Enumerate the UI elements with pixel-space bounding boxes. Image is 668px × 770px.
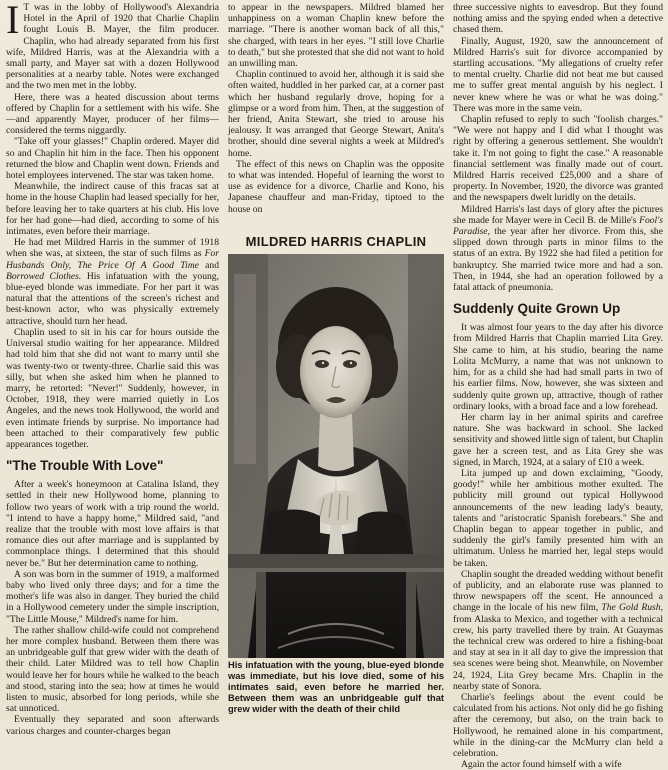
- paragraph: Meanwhile, the indirect cause of this fracas sat at home in the house Chaplin had leased specially for her, before leaving her to take quarters at his club. His love for her had gone—had died, according to some of his intimates, even before their marriage.: [6, 181, 219, 238]
- subheading-suddenly-grown-up: Suddenly Quite Grown Up: [453, 301, 621, 317]
- paragraph: He had met Mildred Harris in the summer of 1918 when she was, at sixteen, the star of such films as For Husbands Only, The Price Of A Good Time and Borrowed Clothes. His infatuation with the young, blue-eyed blonde was immediate. For her part it was natural that the attentions of the screen's richest and best-known actor, who was physically extremely attractive, should turn her head.: [6, 237, 219, 327]
- article-column-2: [228, 2, 444, 226]
- paragraph: After a week's honeymoon at Catalina Island, they settled in their new Hollywood home, planning to follow two years of work with a trip round the world. "I intend to have a happy home," Mildred said, "and realize that the trouble with most love affairs is that romance dies out after marriage and is supplanted by commonplace things. I determined that this should never be." But her determination came to nothing.: [6, 479, 219, 569]
- portrait-image: [228, 254, 444, 658]
- paragraph: Eventually they separated and soon afterwards various charges and counter-charges began: [6, 714, 219, 737]
- paragraph: The effect of this news on Chaplin was the opposite to what was intended. Hopeful of learning the worst to use as evidence for a divorce, Charlie and Kono, his Japanese chauffeur and man-Friday, tiptoed to the house on: [228, 158, 444, 215]
- paragraph: Chaplin used to sit in his car for hours outside the Universal studio waiting for her appearance. Mildred had told him that she did not want to marry until she was twenty-two or twenty-three. Charlie said this was silly, but when she asked him when he planned to marry, he retorted: "Never!" Suddenly, however, in October, 1918, they were married quietly in Los Angeles, and the news took Hollywood, the world and even intimate friends by surprise. No importance had been attached to their comparatively few public appearances together.: [6, 326, 219, 450]
- paragraph: A son was born in the summer of 1919, a malformed baby who lived only three days; and for a time the mother's life was also in danger. They buried the child in a Hollywood cemetery under the simple inscription, "The Little Mouse," Mildred's name for him.: [6, 568, 219, 625]
- article-column-1: [6, 0, 219, 737]
- subheading-trouble-with-love: "The Trouble With Love": [6, 458, 164, 474]
- paragraph: Mildred Harris's last days of glory after the pictures she made for Mayer were in Cecil B. de Mille's Fool's Paradise, the year after her divorce. From this, she slipped down through parts in minor films to the status of an extra. By 1922 she had filed a petition for bankruptcy. She married twice more and had a son. Then, in 1944, she had an operation followed by a fatal attack of pneumonia.: [453, 203, 663, 294]
- portrait-photo: [228, 254, 444, 658]
- paragraph: Her charm lay in her animal spirits and carefree nature. She was backward in school. She lacked sensitivity and showed little sign of talent, but Chaplin gave her a screen test, and as Lita Grey she was signed, in March, 1924, at a salary of £10 a week.: [453, 411, 663, 468]
- photo-caption: His infatuation with the young, blue-eyed blonde was immediate, but his love died, some of his intimates said, even before he married her. Between them was an unbridgeable gulf that grew wider with the death of their child: [228, 660, 444, 714]
- paragraph: three successive nights to eavesdrop. But they found nothing amiss and the spying ended when a detective chased them.: [453, 2, 663, 36]
- paragraph: The rather shallow child-wife could not comprehend her more complex husband. Between them there was an unbridgeable gulf that grew wider with the death of their child. Later Mildred was to tell how Chaplin would leave her for hours while he walked to the beach and stood, staring into the sea; how at times he would listen to music, absorbed for long periods, while she sat unnoticed.: [6, 624, 219, 715]
- paragraph: Lita jumped up and down exclaiming, "Goody, goody!" while her ambitious mother exulted. The publicity mill ground out typical Hollywood announcements of the new leading lady's beauty, talents and "aristocratic Spanish forebears." She and Chaplin began to appear together in public, and suddenly the girl's family presented him with an ultimatum. Unless he married her, legal steps would be taken.: [453, 467, 663, 569]
- paragraph: Finally, August, 1920, saw the announcement of Mildred Harris's suit for divorce accompanied by startling accusations. "My allegations of cruelty refer to mental cruelty. Charlie did not beat me but caused me to suffer great mental anguish by his neglect. I never knew where he was or what he was doing." There was more in the same vein.: [453, 35, 663, 114]
- paragraph: Again the actor found himself with a wife: [461, 759, 622, 770]
- paragraph: Chaplin continued to avoid her, although it is said she often waited, huddled in her parked car, at a corner past which her husband regularly drove, hoping for a glimpse or a word from him. Then, at the suggestion of her friend, Anita Stewart, she tried to arouse his jealousy. It was arranged that George Stewart, Anita's brother, should dine several nights a week at Mildred's home.: [228, 69, 444, 159]
- photo-title: MILDRED HARRIS CHAPLIN: [245, 234, 427, 249]
- article-column-3: [453, 2, 663, 770]
- drop-cap: I: [6, 0, 20, 42]
- paragraph: Charlie's feelings about the event could be calculated from his actions. Not only did he go fishing after the ceremony, but also, on the train back to Hollywood, he remained alone in his compartment, while in the dining-car the McMurry clan held a celebration.: [453, 691, 663, 759]
- opening-paragraph: I T was in the lobby of Hollywood's Alexandria Hotel in the April of 1920 that Charlie Chaplin fought Louis B. Mayer, the film producer. Chaplin, who had already separated from his first wife, Mildred Harris, was at the Alexandria with a small party, and Mayer sat with a dozen Hollywood personalities at a nearby table. Notes were exchanged and the two men met in the lobby.: [6, 0, 219, 92]
- paragraph: "Take off your glasses!" Chaplin ordered. Mayer did so and Chaplin hit him in the face. Then his opponent returned the blow and Chaplin went down. Friends and hotel employees intervened. The star was taken home.: [6, 136, 219, 182]
- paragraph: to appear in the newspapers. Mildred blamed her unhappiness on a woman Chaplin knew before the marriage. "There is another woman back of all this," she charged, with tears in her eyes. "I still love Charlie to death," but she protested that she did not want to hold an unwilling man.: [228, 2, 445, 70]
- paragraph: It was almost four years to the day after his divorce from Mildred Harris that Chaplin married Lita Grey. She came to him, at his studio, bearing the name Lolita McMurry, a name that was not unknown to him, for as a child she had had small parts in two of his earlier films. Now, however, she was sixteen and suddenly quite grown up, attractive, though of rather ordinary looks, with a broad face and a low forehead.: [453, 322, 663, 412]
- paragraph: Chaplin refused to reply to such "foolish charges." "We were not happy and I did what I thought was right by offering a generous settlement. She wouldn't take it. I'm not going to fight the case." A reasonable financial settlement was finally made out of court. Mildred Harris received £25,000 and a share of property. In November, 1920, the divorce was granted and the newspapers dwelt luridly on the details.: [453, 114, 663, 204]
- paragraph: Here, there was a heated discussion about terms offered by Chaplin for a settlement with his wife. She—and apparently Mayer, producer of her films—considered the terms niggardly.: [6, 91, 219, 137]
- paragraph: Chaplin sought the dreaded wedding without benefit of publicity, and an elaborate ruse was planned to throw newspapers off the scent. He announced a change in the locale of his new film, The Gold Rush, from Alaska to Mexico, and together with a technical crew, his party travelled there by train. At Guaymas the technical crew was ordered to hire a fishing-boat and stay at sea in it all day to give the impression that sea scenes were being shot. Meanwhile, on November 24, 1924, Lita Grey became Mrs. Chaplin in the nearby state of Sonora.: [453, 568, 663, 692]
